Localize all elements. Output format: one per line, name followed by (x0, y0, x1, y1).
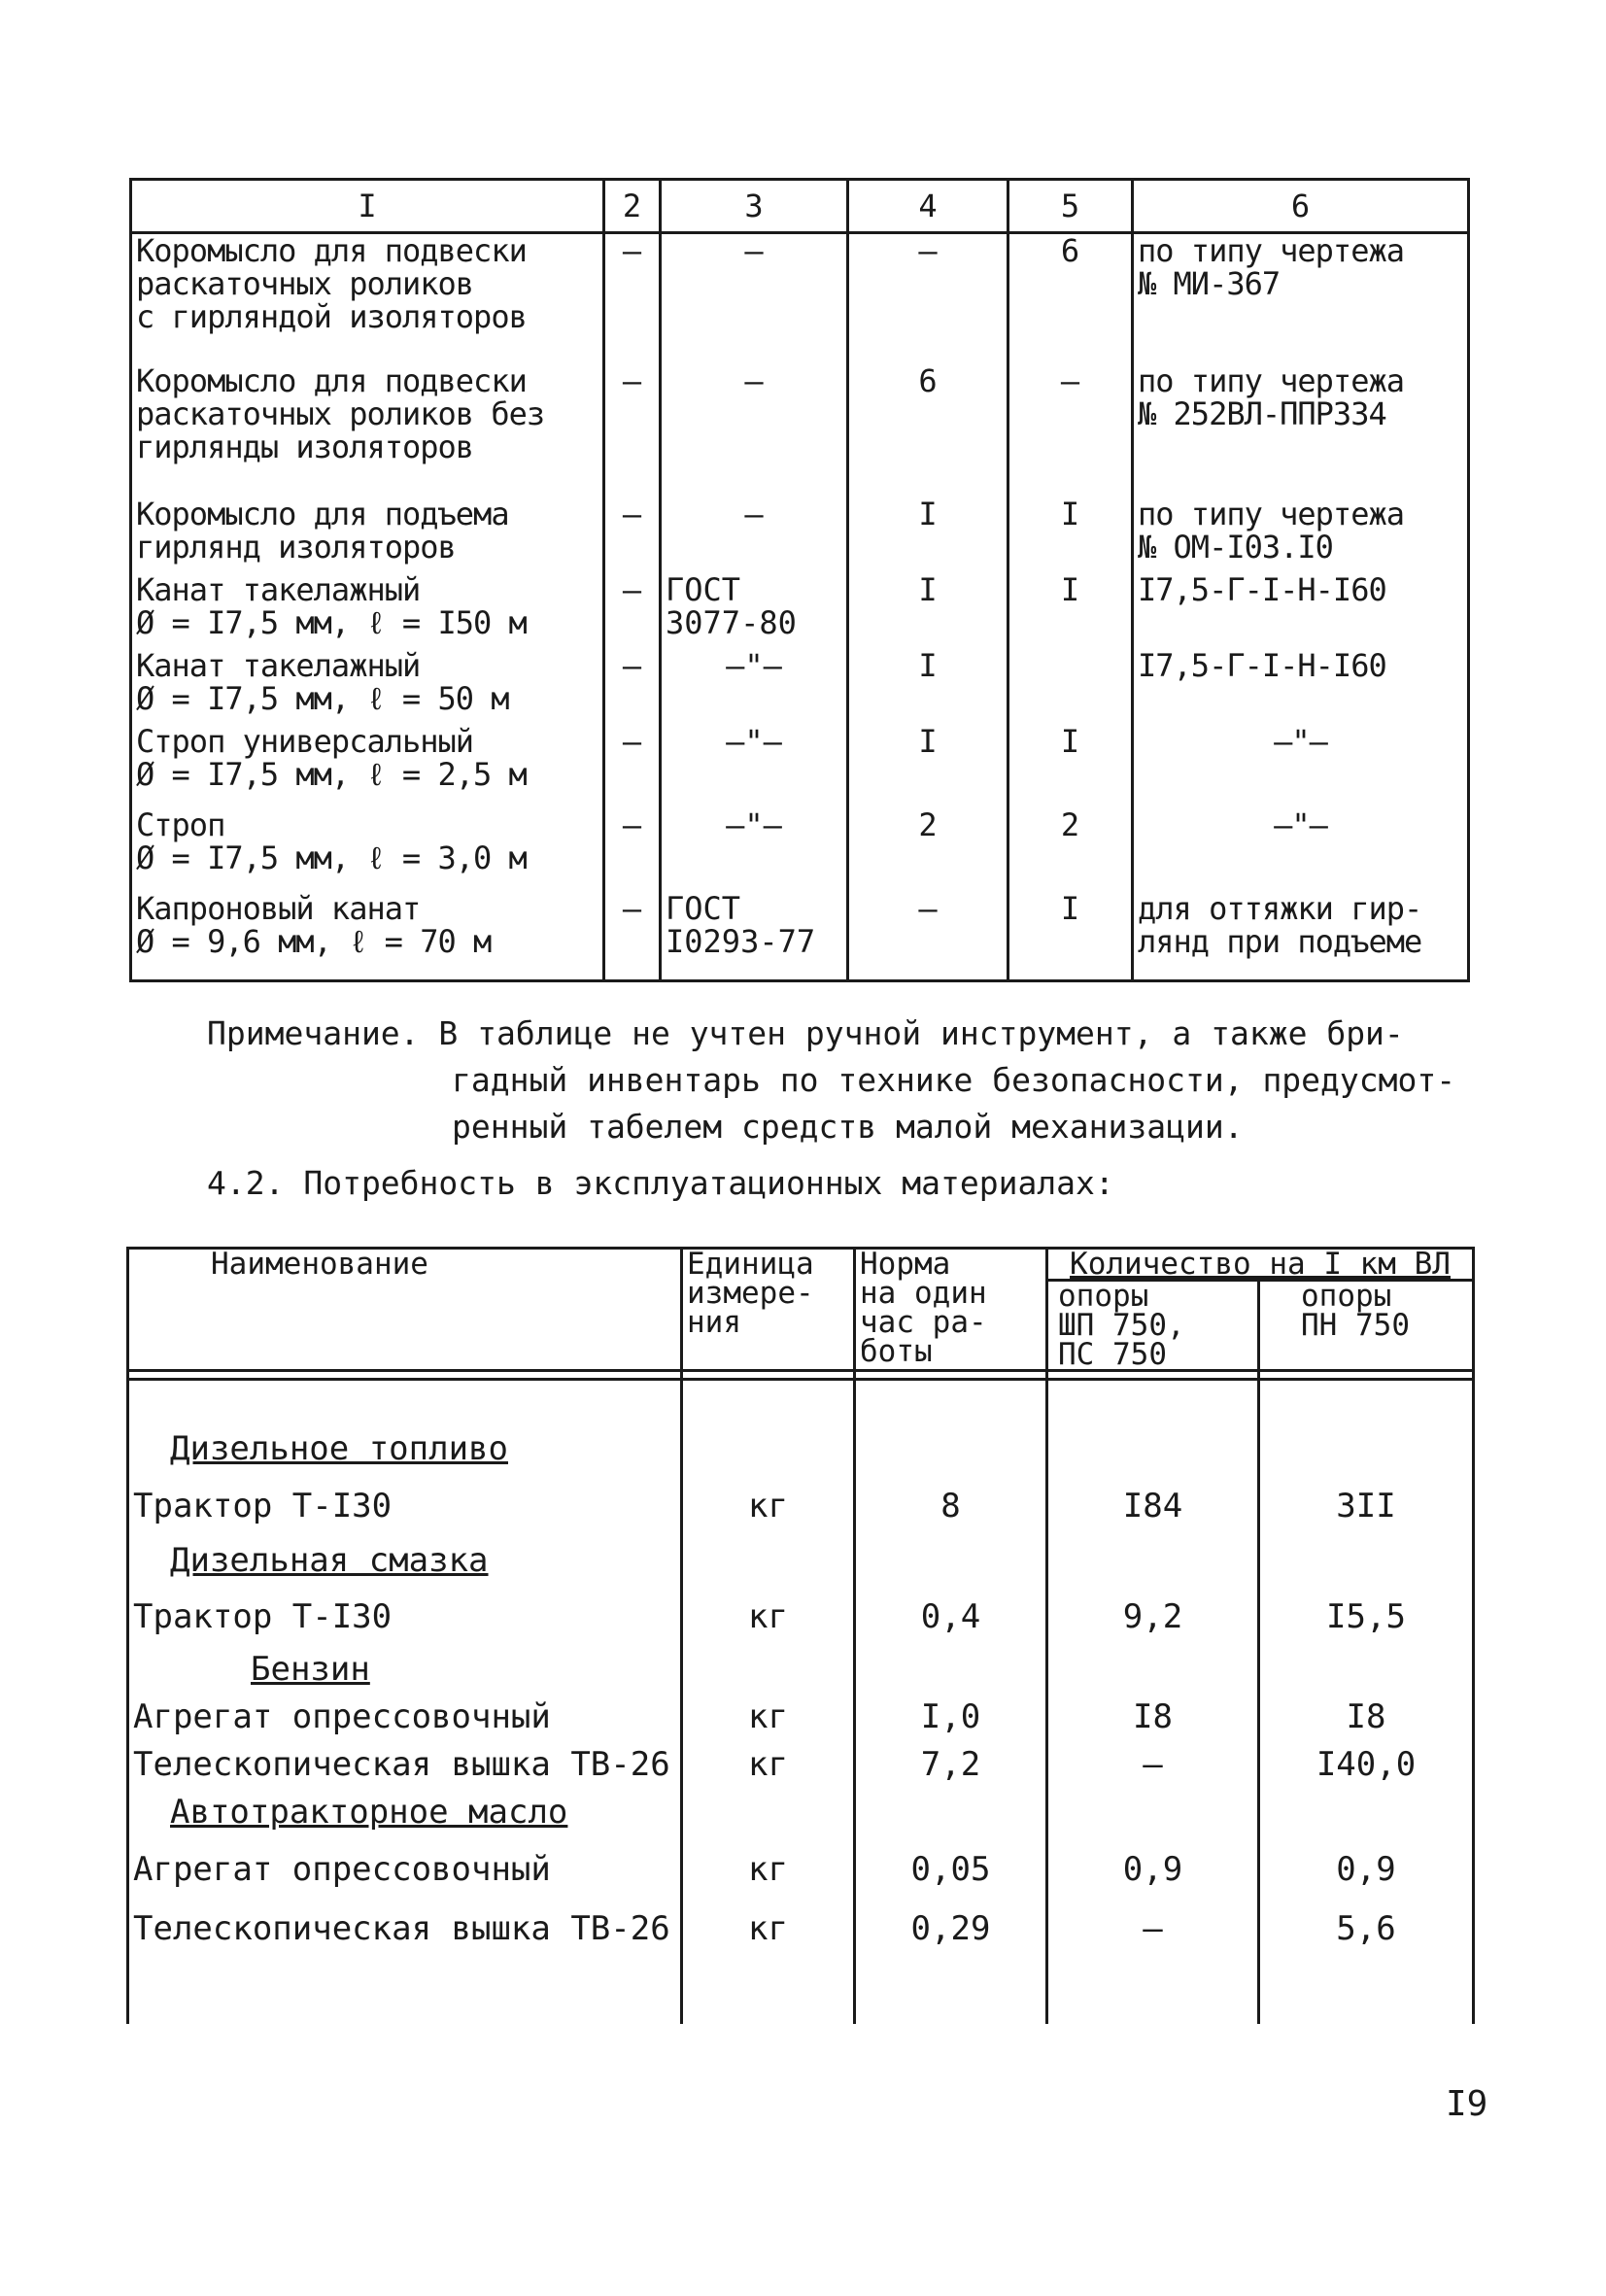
column-header: 4 (848, 180, 1008, 233)
item-name: Строп Ø = I7,5 мм, ℓ = 3,0 м (131, 808, 604, 892)
cell: – (661, 497, 848, 573)
column-header-name: Наименование (128, 1249, 682, 1371)
table-row (131, 725, 1469, 808)
cell: –"– (1133, 725, 1469, 808)
column-header-unit: Единица измере- ния (682, 1249, 855, 1371)
cell: ГОСТ I0293-77 (661, 892, 848, 981)
table-row (128, 1837, 1474, 1902)
table-row (128, 1587, 1474, 1647)
column-header: 3 (661, 180, 848, 233)
note-line: ренный табелем средств малой механизации. (452, 1108, 1244, 1146)
cell: I (848, 573, 1008, 649)
norm-cell: I,0 (855, 1692, 1047, 1742)
cell: 2 (848, 808, 1008, 892)
cell: – (604, 725, 661, 808)
cell: по типу чертежа № МИ-367 (1133, 233, 1469, 364)
item-name: Капроновый канат Ø = 9,6 мм, ℓ = 70 м (131, 892, 604, 981)
unit-cell: кг (682, 1742, 855, 1787)
quantity-cell: – (1047, 1902, 1259, 1956)
table-row (131, 233, 1469, 364)
quantity-cell: I8 (1047, 1692, 1259, 1742)
cell: – (848, 892, 1008, 981)
table-row (131, 364, 1469, 497)
category-name: Дизельная смазка (128, 1534, 682, 1587)
cell: – (661, 364, 848, 497)
quantity-cell: 0,9 (1259, 1837, 1474, 1902)
cell: для оттяжки гир- лянд при подъеме (1133, 892, 1469, 981)
category-row (128, 1787, 1474, 1837)
table-row (131, 573, 1469, 649)
cell: 6 (848, 364, 1008, 497)
item-name: Телескопическая вышка ТВ-26 (128, 1902, 682, 1956)
cell: I (1008, 892, 1133, 981)
table-row (128, 1902, 1474, 1956)
cell: –"– (661, 725, 848, 808)
item-name: Канат такелажный Ø = I7,5 мм, ℓ = 50 м (131, 649, 604, 725)
cell: 6 (1008, 233, 1133, 364)
cell: –"– (661, 808, 848, 892)
column-header-sub: опоры ШП 750, ПС 750 (1047, 1281, 1259, 1371)
category-name: Бензин (128, 1647, 682, 1692)
item-name: Агрегат опрессовочный (128, 1837, 682, 1902)
table-header-row (131, 180, 1469, 233)
cell: I7,5-Г-I-Н-I60 (1133, 573, 1469, 649)
unit-cell: кг (682, 1587, 855, 1647)
cell: – (1008, 364, 1133, 497)
quantity-cell: I84 (1047, 1478, 1259, 1534)
unit-cell: кг (682, 1478, 855, 1534)
cell: ГОСТ 3077-80 (661, 573, 848, 649)
cell: I (1008, 725, 1133, 808)
unit-cell: кг (682, 1902, 855, 1956)
cell: по типу чертежа № 252ВЛ-ППР334 (1133, 364, 1469, 497)
cell: 2 (1008, 808, 1133, 892)
cell: I (1008, 497, 1133, 573)
quantity-cell: – (1047, 1742, 1259, 1787)
cell: – (604, 364, 661, 497)
table-note (207, 1011, 1489, 1150)
cell: I (1008, 573, 1133, 649)
norm-cell: 8 (855, 1478, 1047, 1534)
column-header: 5 (1008, 180, 1133, 233)
unit-cell: кг (682, 1837, 855, 1902)
item-name: Трактор Т-I30 (128, 1478, 682, 1534)
item-name: Агрегат опрессовочный (128, 1692, 682, 1742)
item-name: Канат такелажный Ø = I7,5 мм, ℓ = I50 м (131, 573, 604, 649)
cell: I (848, 725, 1008, 808)
table-row (131, 808, 1469, 892)
item-name: Трактор Т-I30 (128, 1587, 682, 1647)
note-line: Примечание. В таблице не учтен ручной инструмент, а также бри- (207, 1014, 1404, 1052)
quantity-cell: I8 (1259, 1692, 1474, 1742)
quantity-cell: 3II (1259, 1478, 1474, 1534)
cell: – (604, 808, 661, 892)
category-row (128, 1420, 1474, 1478)
table-row (128, 1742, 1474, 1787)
table-header-row (128, 1249, 1474, 1281)
item-name: Телескопическая вышка ТВ-26 (128, 1742, 682, 1787)
cell: – (604, 892, 661, 981)
page-number: I9 (1446, 2084, 1488, 2124)
norm-cell: 7,2 (855, 1742, 1047, 1787)
item-name: Строп универсальный Ø = I7,5 мм, ℓ = 2,5 м (131, 725, 604, 808)
cell: – (848, 233, 1008, 364)
cell: по типу чертежа № ОМ-I03.I0 (1133, 497, 1469, 573)
cell: I (848, 497, 1008, 573)
table-row (128, 1692, 1474, 1742)
spacer-row (128, 1956, 1474, 2024)
cell: I7,5-Г-I-Н-I60 (1133, 649, 1469, 725)
section-title: 4.2. Потребность в эксплуатационных материалах: (207, 1164, 1114, 1202)
cell: – (604, 233, 661, 364)
quantity-cell: 5,6 (1259, 1902, 1474, 1956)
column-header: 6 (1133, 180, 1469, 233)
cell: – (604, 497, 661, 573)
category-name: Дизельное топливо (128, 1420, 682, 1478)
spacer-row (128, 1380, 1474, 1421)
quantity-cell: I5,5 (1259, 1587, 1474, 1647)
materials-table (126, 1247, 1475, 2024)
quantity-cell: I40,0 (1259, 1742, 1474, 1787)
unit-cell: кг (682, 1692, 855, 1742)
column-header-norm: Норма на один час ра- боты (855, 1249, 1047, 1371)
quantity-cell: 0,9 (1047, 1837, 1259, 1902)
cell (1008, 649, 1133, 725)
norm-cell: 0,4 (855, 1587, 1047, 1647)
item-name: Коромысло для подъема гирлянд изоляторов (131, 497, 604, 573)
category-name: Автотракторное масло (128, 1787, 682, 1837)
table-row (128, 1478, 1474, 1534)
table-row (131, 497, 1469, 573)
quantity-cell: 9,2 (1047, 1587, 1259, 1647)
cell: – (604, 649, 661, 725)
column-header-group: Количество на I км ВЛ (1047, 1249, 1474, 1281)
item-name: Коромысло для подвески раскаточных роликов с гирляндой изоляторов (131, 233, 604, 364)
cell: – (604, 573, 661, 649)
cell: –"– (661, 649, 848, 725)
column-header-sub: опоры ПН 750 (1259, 1281, 1474, 1371)
category-row (128, 1534, 1474, 1587)
equipment-table (129, 178, 1470, 982)
item-name: Коромысло для подвески раскаточных роликов без гирлянды изоляторов (131, 364, 604, 497)
column-header: 2 (604, 180, 661, 233)
note-line: гадный инвентарь по технике безопасности, предусмот- (452, 1061, 1456, 1099)
table-row (131, 892, 1469, 981)
header-rule (128, 1371, 1474, 1380)
cell: – (661, 233, 848, 364)
column-header: I (131, 180, 604, 233)
table-row (131, 649, 1469, 725)
category-row (128, 1647, 1474, 1692)
cell: –"– (1133, 808, 1469, 892)
cell: I (848, 649, 1008, 725)
norm-cell: 0,05 (855, 1837, 1047, 1902)
norm-cell: 0,29 (855, 1902, 1047, 1956)
